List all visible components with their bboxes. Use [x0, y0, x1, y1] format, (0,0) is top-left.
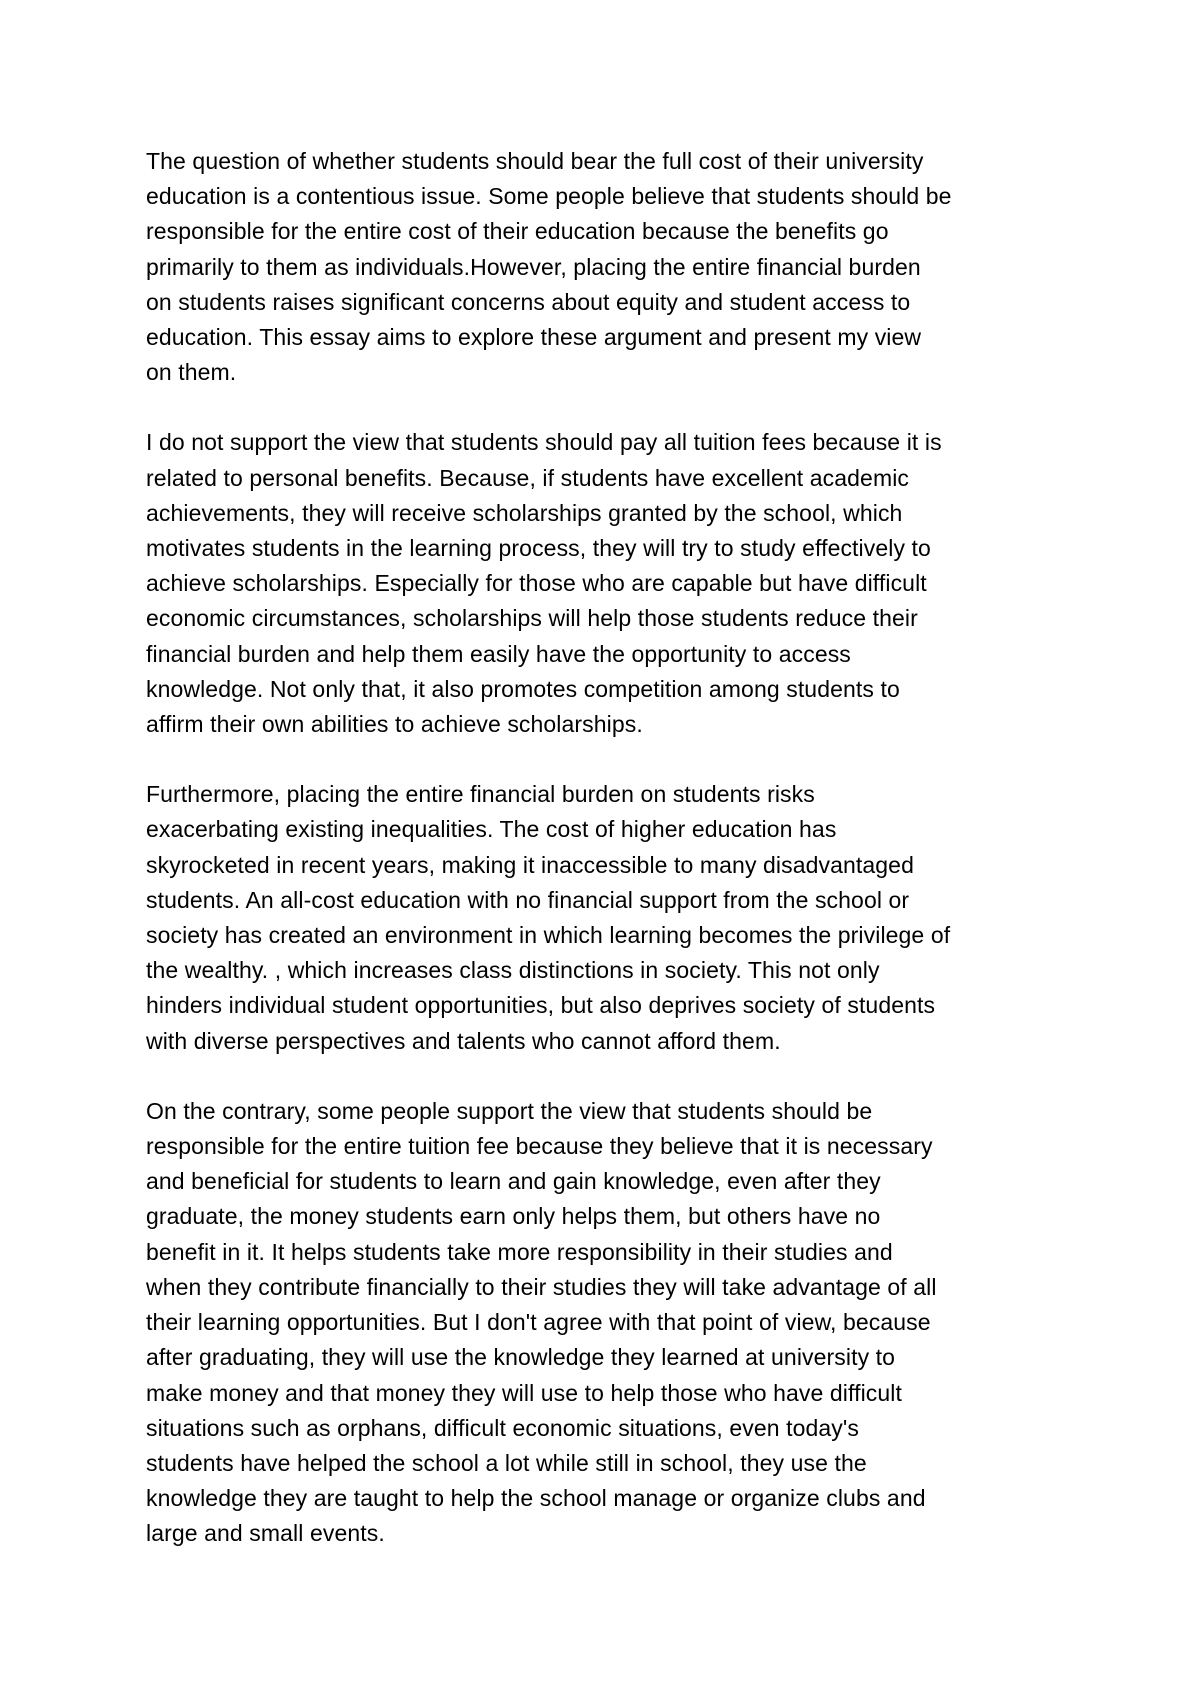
text-line: achievements, they will receive scholarships granted by the school, which	[146, 499, 903, 526]
text-line: benefit in it. It helps students take more responsibility in their studies and	[146, 1238, 893, 1265]
text-line: make money and that money they will use to help those who have difficult	[146, 1379, 902, 1406]
text-line: and beneficial for students to learn and gain knowledge, even after they	[146, 1168, 881, 1195]
text-line: when they contribute financially to their studies they will take advantage of all	[146, 1273, 937, 1300]
text-line: responsible for the entire tuition fee because they believe that it is necessary	[146, 1133, 933, 1160]
text-line: I do not support the view that students should pay all tuition fees because it is	[146, 429, 942, 456]
text-line: after graduating, they will use the knowledge they learned at university to	[146, 1344, 896, 1371]
text-line: students have helped the school a lot while still in school, they use the	[146, 1449, 867, 1476]
text-line: hinders individual student opportunities, but also deprives society of students	[146, 992, 936, 1019]
paragraph-introduction	[146, 144, 1081, 390]
text-line: responsible for the entire cost of their education because the benefits go	[146, 218, 889, 245]
essay-body	[146, 144, 1081, 1587]
text-line: education is a contentious issue. Some people believe that students should be	[146, 183, 952, 210]
text-line: exacerbating existing inequalities. The cost of higher education has	[146, 816, 837, 843]
text-line: financial burden and help them easily have the opportunity to access	[146, 640, 851, 667]
text-line: on them.	[146, 359, 237, 386]
text-line: primarily to them as individuals.However, placing the entire financial burden	[146, 253, 921, 280]
text-line: education. This essay aims to explore these argument and present my view	[146, 324, 922, 351]
text-line: motivates students in the learning process, they will try to study effectively to	[146, 535, 931, 562]
text-line: related to personal benefits. Because, if students have excellent academic	[146, 464, 910, 491]
text-line: achieve scholarships. Especially for those who are capable but have difficult	[146, 570, 927, 597]
text-line: on students raises significant concerns about equity and student access to	[146, 288, 911, 315]
text-line: graduate, the money students earn only helps them, but others have no	[146, 1203, 881, 1230]
text-line: affirm their own abilities to achieve scholarships.	[146, 711, 643, 738]
text-line: large and small events.	[146, 1520, 385, 1547]
paragraph-scholarships	[146, 425, 1081, 742]
text-line: with diverse perspectives and talents who cannot afford them.	[146, 1027, 781, 1054]
text-line: situations such as orphans, difficult economic situations, even today's	[146, 1414, 859, 1441]
text-line: knowledge they are taught to help the school manage or organize clubs and	[146, 1485, 926, 1512]
text-line: On the contrary, some people support the view that students should be	[146, 1097, 873, 1124]
text-line: Furthermore, placing the entire financial burden on students risks	[146, 781, 815, 808]
text-line: society has created an environment in which learning becomes the privilege of	[146, 922, 951, 949]
paragraph-inequalities	[146, 777, 1081, 1059]
paragraph-counterargument	[146, 1094, 1081, 1552]
text-line: knowledge. Not only that, it also promotes competition among students to	[146, 675, 900, 702]
text-line: the wealthy. , which increases class distinctions in society. This not only	[146, 957, 880, 984]
text-line: The question of whether students should bear the full cost of their university	[146, 148, 924, 174]
text-line: students. An all-cost education with no financial support from the school or	[146, 886, 910, 913]
text-line: economic circumstances, scholarships will help those students reduce their	[146, 605, 918, 632]
text-line: their learning opportunities. But I don't agree with that point of view, because	[146, 1309, 931, 1336]
text-line: skyrocketed in recent years, making it inaccessible to many disadvantaged	[146, 851, 914, 878]
